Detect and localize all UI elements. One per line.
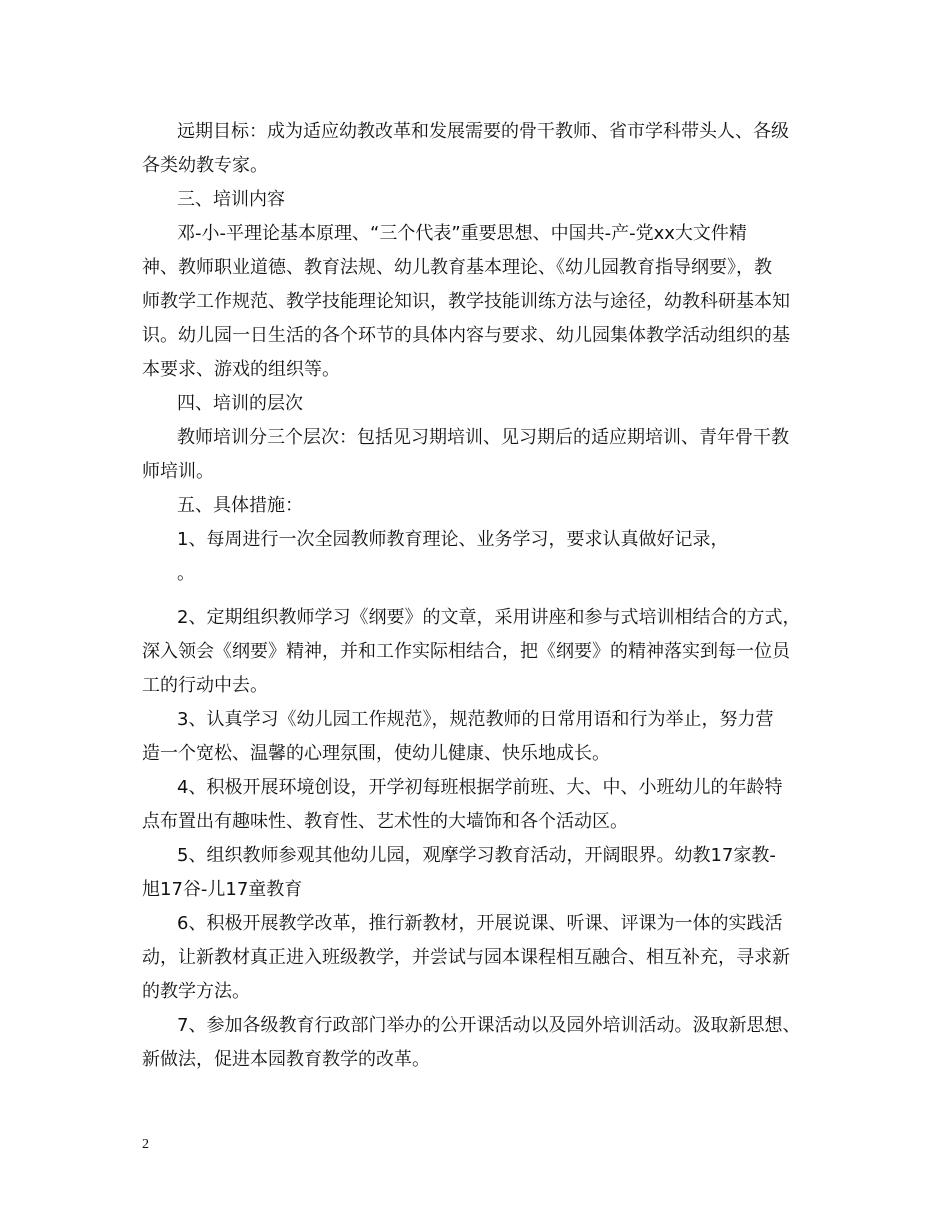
list-item-line: 1、每周进行一次全园教师教育理论、业务学习，要求认真做好记录， xyxy=(177,529,729,550)
paragraph-line: 旭17谷-儿17童教育 xyxy=(142,879,303,900)
paragraph-line: 。 xyxy=(177,563,195,584)
list-item-line: 7、参加各级教育行政部门举办的公开课活动以及园外培训活动。汲取新思想、 xyxy=(177,1015,801,1036)
list-item-line: 5、组织教师参观其他幼儿园，观摩学习教育活动，开阔眼界。幼教17家教- xyxy=(177,845,776,866)
paragraph-line: 工的行动中去。 xyxy=(142,675,268,696)
paragraph-line: 各类幼教专家。 xyxy=(142,155,268,176)
list-item-line: 3、认真学习《幼儿园工作规范》，规范教师的日常用语和行为举止，努力营 xyxy=(177,709,774,730)
paragraph-line: 神、教师职业道德、教育法规、幼儿教育基本理论、《幼儿园教育指导纲要》，教 xyxy=(142,257,772,278)
section-heading: 三、培训内容 xyxy=(177,189,285,210)
paragraph-line: 动，让新教材真正进入班级教学，并尝试与园本课程相互融合、相互补充，寻求新 xyxy=(142,947,790,968)
list-item-line: 4、积极开展环境创设，开学初每班根据学前班、大、中、小班幼儿的年龄特 xyxy=(177,777,783,798)
paragraph-line: 识。幼儿园一日生活的各个环节的具体内容与要求、幼儿园集体教学活动组织的基 xyxy=(142,325,790,346)
paragraph-line: 造一个宽松、温馨的心理氛围，使幼儿健康、快乐地成长。 xyxy=(142,743,610,764)
paragraph-line: 点布置出有趣味性、教育性、艺术性的大墙饰和各个活动区。 xyxy=(142,811,628,832)
paragraph-line: 师培训。 xyxy=(142,461,214,482)
paragraph-line: 的教学方法。 xyxy=(142,981,250,1002)
paragraph-line: 本要求、游戏的组织等。 xyxy=(142,359,340,380)
paragraph-line: 深入领会《纲要》精神，并和工作实际相结合，把《纲要》的精神落实到每一位员 xyxy=(142,641,790,662)
section-heading: 四、培训的层次 xyxy=(177,393,303,414)
paragraph-line: 师教学工作规范、教学技能理论知识，教学技能训练方法与途径，幼教科研基本知 xyxy=(142,291,790,312)
paragraph-line: 邓-小-平理论基本原理、“三个代表”重要思想、中国共-产-党xx大文件精 xyxy=(177,223,747,244)
paragraph-line: 教师培训分三个层次：包括见习期培训、见习期后的适应期培训、青年骨干教 xyxy=(177,427,789,448)
list-item-line: 2、定期组织教师学习《纲要》的文章，采用讲座和参与式培训相结合的方式， xyxy=(177,607,801,628)
paragraph-line: 新做法，促进本园教育教学的改革。 xyxy=(142,1049,430,1070)
section-heading: 五、具体措施： xyxy=(177,495,303,516)
paragraph-line: 远期目标：成为适应幼教改革和发展需要的骨干教师、省市学科带头人、各级 xyxy=(177,121,789,142)
page-number: 2 xyxy=(142,1137,149,1152)
list-item-line: 6、积极开展教学改革，推行新教材，开展说课、听课、评课为一体的实践活 xyxy=(177,913,783,934)
